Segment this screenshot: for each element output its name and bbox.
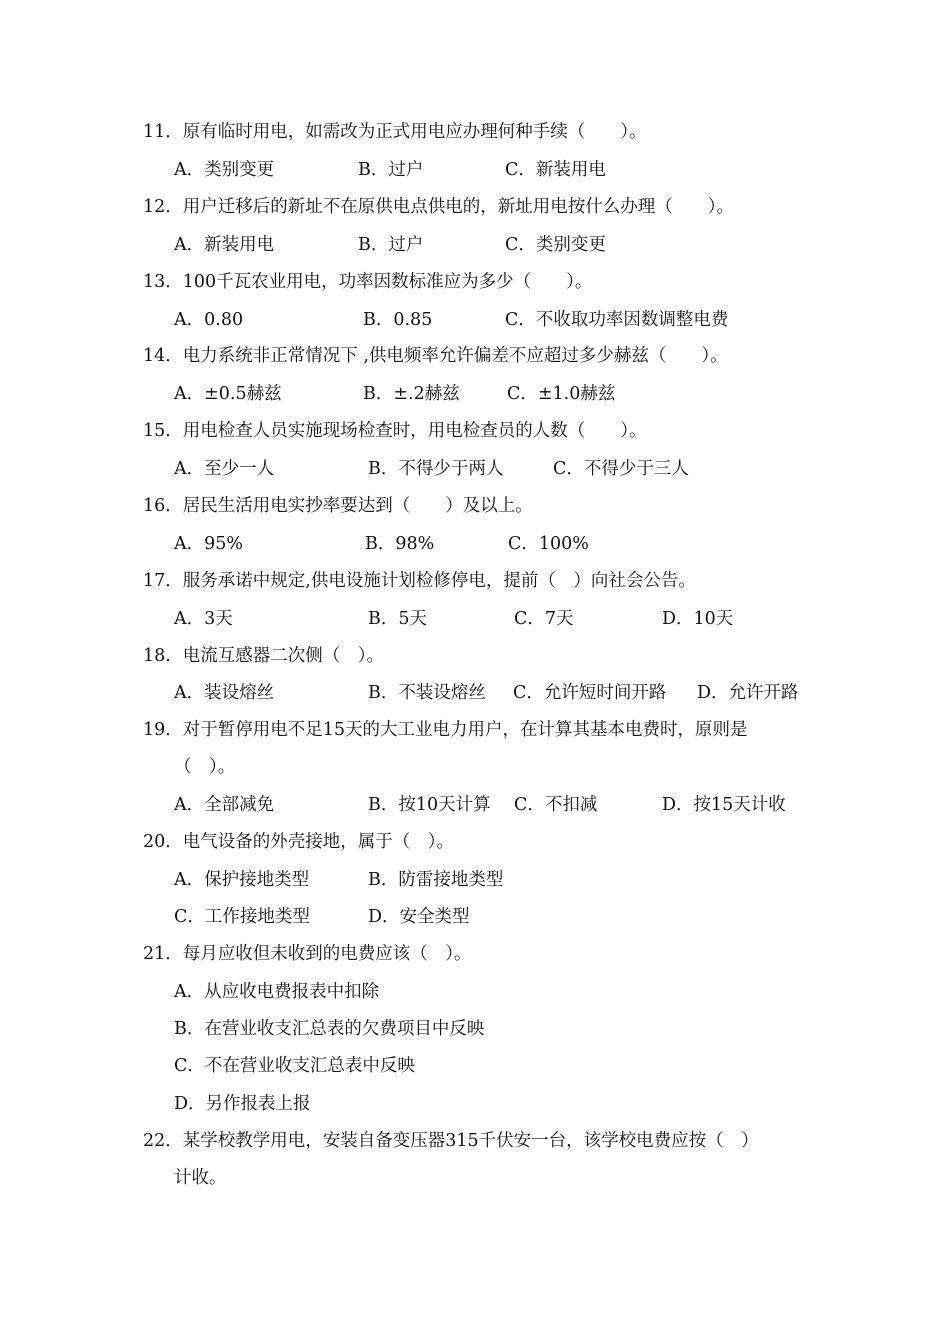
question-18-option-a: A．装设熔丝	[174, 683, 275, 703]
question-13-stem: 13．100千瓦农业用电，功率因数标准应为多少（ ）。	[143, 272, 593, 292]
question-14-stem: 14．电力系统非正常情况下 ,供电频率允许偏差不应超过多少赫兹（ ）。	[143, 346, 728, 366]
question-11-option-a: A．类别变更	[174, 160, 275, 180]
question-14-option-a: A．±0.5赫兹	[174, 384, 282, 404]
question-20-option-b: B．防雷接地类型	[368, 870, 504, 890]
question-21-option-b: B．在营业收支汇总表的欠费项目中反映	[174, 1019, 485, 1039]
question-17-stem: 17．服务承诺中规定,供电设施计划检修停电，提前（ ）向社会公告。	[143, 571, 696, 591]
question-11-option-c: C．新装用电	[505, 160, 606, 180]
question-12-option-a: A．新装用电	[174, 235, 275, 255]
question-13-option-a: A．0.80	[174, 310, 244, 330]
question-18-stem: 18．电流互感器二次侧（ ）。	[143, 646, 385, 666]
question-21-option-c: C．不在营业收支汇总表中反映	[174, 1056, 415, 1076]
question-22-stem: 22．某学校教学用电，安装自备变压器315千伏安一台，该学校电费应按（ ）	[143, 1131, 759, 1151]
question-20-option-a: A．保护接地类型	[174, 870, 310, 890]
question-17-option-d: D．10天	[662, 609, 734, 629]
question-15-option-c: C．不得少于三人	[553, 459, 689, 479]
question-20-option-c: C．工作接地类型	[174, 907, 310, 927]
question-15-stem: 15．用电检查人员实施现场检查时，用电检查员的人数（ ）。	[143, 421, 647, 441]
question-15-option-b: B．不得少于两人	[368, 459, 504, 479]
question-19-stem: 19．对于暂停用电不足15天的大工业电力用户，在计算其基本电费时，原则是	[143, 720, 748, 740]
question-20-option-d: D．安全类型	[368, 907, 470, 927]
question-12-option-c: C．类别变更	[505, 235, 606, 255]
question-22-stem-continued: 计收。	[174, 1168, 227, 1188]
question-19-option-a: A．全部减免	[174, 795, 275, 815]
question-17-option-b: B．5天	[368, 609, 427, 629]
question-17-option-a: A．3天	[174, 609, 233, 629]
question-16-option-a: A．95%	[174, 534, 244, 554]
question-16-option-b: B．98%	[365, 534, 435, 554]
question-12-option-b: B．过户	[358, 235, 424, 255]
question-21-option-d: D．另作报表上报	[174, 1094, 311, 1114]
question-13-option-c: C．不收取功率因数调整电费	[505, 310, 729, 330]
question-19-option-b: B．按10天计算	[368, 795, 491, 815]
question-11-option-b: B．过户	[358, 160, 424, 180]
question-17-option-c: C．7天	[514, 609, 574, 629]
question-14-option-c: C．±1.0赫兹	[507, 384, 616, 404]
question-12-stem: 12．用户迁移后的新址不在原供电点供电的，新址用电按什么办理（ ）。	[143, 197, 735, 217]
question-16-option-c: C．100%	[508, 534, 589, 554]
question-16-stem: 16．居民生活用电实抄率要达到（ ）及以上。	[143, 496, 533, 516]
question-18-option-d: D．允许开路	[697, 683, 799, 703]
question-21-option-a: A．从应收电费报表中扣除	[174, 982, 380, 1002]
question-19-stem-continued: （ ）。	[174, 757, 236, 777]
question-14-option-b: B．±.2赫兹	[363, 384, 460, 404]
question-18-option-b: B．不装设熔丝	[368, 683, 486, 703]
question-13-option-b: B．0.85	[363, 310, 433, 330]
question-21-stem: 21．每月应收但未收到的电费应该（ ）。	[143, 944, 472, 964]
question-20-stem: 20．电气设备的外壳接地，属于（ ）。	[143, 832, 455, 852]
question-11-stem: 11．原有临时用电，如需改为正式用电应办理何种手续（ ）。	[143, 122, 647, 142]
question-19-option-c: C．不扣减	[514, 795, 598, 815]
question-15-option-a: A．至少一人	[174, 459, 275, 479]
question-19-option-d: D．按15天计收	[662, 795, 786, 815]
question-18-option-c: C．允许短时间开路	[513, 683, 667, 703]
